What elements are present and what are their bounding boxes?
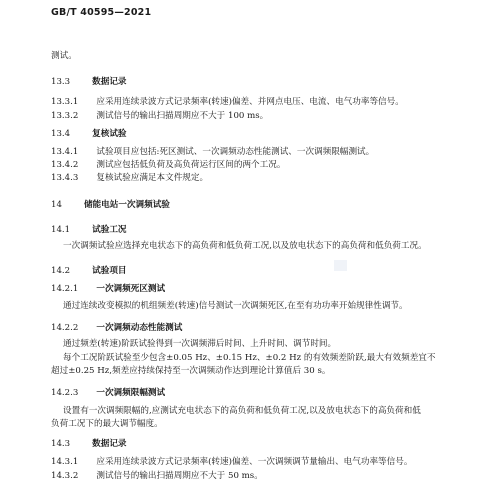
subsection-title: 一次调频死区测试: [96, 284, 166, 294]
paragraph-line: [51, 418, 163, 430]
clause-number: 13.4.2: [51, 160, 79, 170]
clause-number: 13.3.2: [51, 111, 79, 121]
section-title: 数据记录: [92, 77, 127, 87]
clause-text: 应采用连续录波方式记录频率(转速)偏差、并网点电压、电流、电气功率等信号。: [96, 97, 404, 107]
clause-number: 13.4.1: [51, 147, 79, 157]
section-title: 数据记录: [92, 439, 127, 449]
section-heading: [51, 76, 127, 88]
paragraph-text: 负荷工况下的最大调节幅度。: [51, 419, 163, 429]
clause-line: [51, 172, 208, 184]
section-number: 14.3: [51, 439, 71, 449]
clause-line: [51, 456, 412, 468]
clause-line: [51, 146, 374, 158]
clause-number: 13.3.1: [51, 97, 79, 107]
paragraph-line: [51, 50, 77, 62]
section-number: 13.3: [51, 77, 71, 87]
clause-line: [51, 110, 268, 122]
section-title: 试验项目: [92, 266, 127, 276]
chapter-title: 储能电站一次调频试验: [83, 200, 170, 210]
section-number: 14.1: [51, 225, 71, 235]
section-heading: [51, 128, 127, 140]
section-number: 14.2: [51, 266, 71, 276]
subsection-heading: [51, 322, 182, 334]
document-header: GB/T 40595—2021: [51, 7, 152, 18]
clause-line: [51, 96, 404, 108]
clause-text: 试验项目应包括:死区测试、一次调频动态性能测试、一次调频限幅测试。: [96, 147, 375, 157]
clause-number: 14.3.2: [51, 471, 79, 481]
paragraph-line: [63, 405, 421, 417]
paragraph-line: [51, 365, 330, 377]
paragraph-text: 超过±0.25 Hz,频差应持续保持至一次调频动作达到理论计算值后 30 s。: [51, 366, 331, 376]
paragraph-text: 设置有一次调频限幅的,应测试充电状态下的高负荷和低负荷工况,以及放电状态下的高负荷和低: [63, 406, 421, 416]
clause-text: 应采用连续录波方式记录频率(转速)偏差、一次调频调节量输出、电气功率等信号。: [96, 457, 413, 467]
paragraph-text: 通过频差(转速)阶跃试验得到一次调频滞后时间、上升时间、调节时间。: [63, 339, 337, 349]
clause-line: [51, 159, 285, 171]
section-title: 复核试验: [92, 129, 127, 139]
clause-line: [51, 470, 263, 482]
paragraph-line: [63, 240, 427, 252]
paragraph-text: 一次调频试验应选择充电状态下的高负荷和低负荷工况,以及放电状态下的高负荷和低负荷工况。: [63, 241, 427, 251]
paragraph-line: [63, 300, 408, 312]
subsection-heading: [51, 387, 165, 399]
clause-text: 复核试验应满足本文件规定。: [96, 173, 209, 183]
paragraph-line: [63, 352, 435, 364]
scan-artifact: [334, 260, 347, 271]
subsection-number: 14.2.2: [51, 323, 79, 333]
clause-text: 测试信号的输出扫描周期应不大于 100 ms。: [96, 111, 269, 121]
section-heading: [51, 438, 127, 450]
clause-text: 测试应包括低负荷及高负荷运行区间的两个工况。: [96, 160, 286, 170]
clause-number: 13.4.3: [51, 173, 79, 183]
paragraph-text: 每个工况阶跃试验至少包含±0.05 Hz、±0.15 Hz、±0.2 Hz 的有效频差阶跃,最大有效频差宜不: [63, 353, 436, 363]
paragraph-line: [63, 338, 336, 350]
subsection-number: 14.2.3: [51, 388, 79, 398]
clause-number: 14.3.1: [51, 457, 79, 467]
section-heading: [51, 265, 127, 277]
line-text: 测试。: [51, 51, 77, 61]
section-title: 试验工况: [92, 225, 127, 235]
section-number: 13.4: [51, 129, 71, 139]
section-heading: [51, 224, 127, 236]
chapter-number: 14: [51, 200, 62, 210]
clause-text: 测试信号的输出扫描周期应不大于 50 ms。: [96, 471, 263, 481]
subsection-title: 一次调频动态性能测试: [96, 323, 183, 333]
subsection-number: 14.2.1: [51, 284, 79, 294]
chapter-heading: [51, 199, 170, 211]
subsection-title: 一次调频限幅测试: [96, 388, 166, 398]
paragraph-text: 通过连续改变模拟的机组频差(转速)信号测试一次调频死区,在至有功功率开始规律性调节。: [63, 301, 408, 311]
subsection-heading: [51, 283, 165, 295]
